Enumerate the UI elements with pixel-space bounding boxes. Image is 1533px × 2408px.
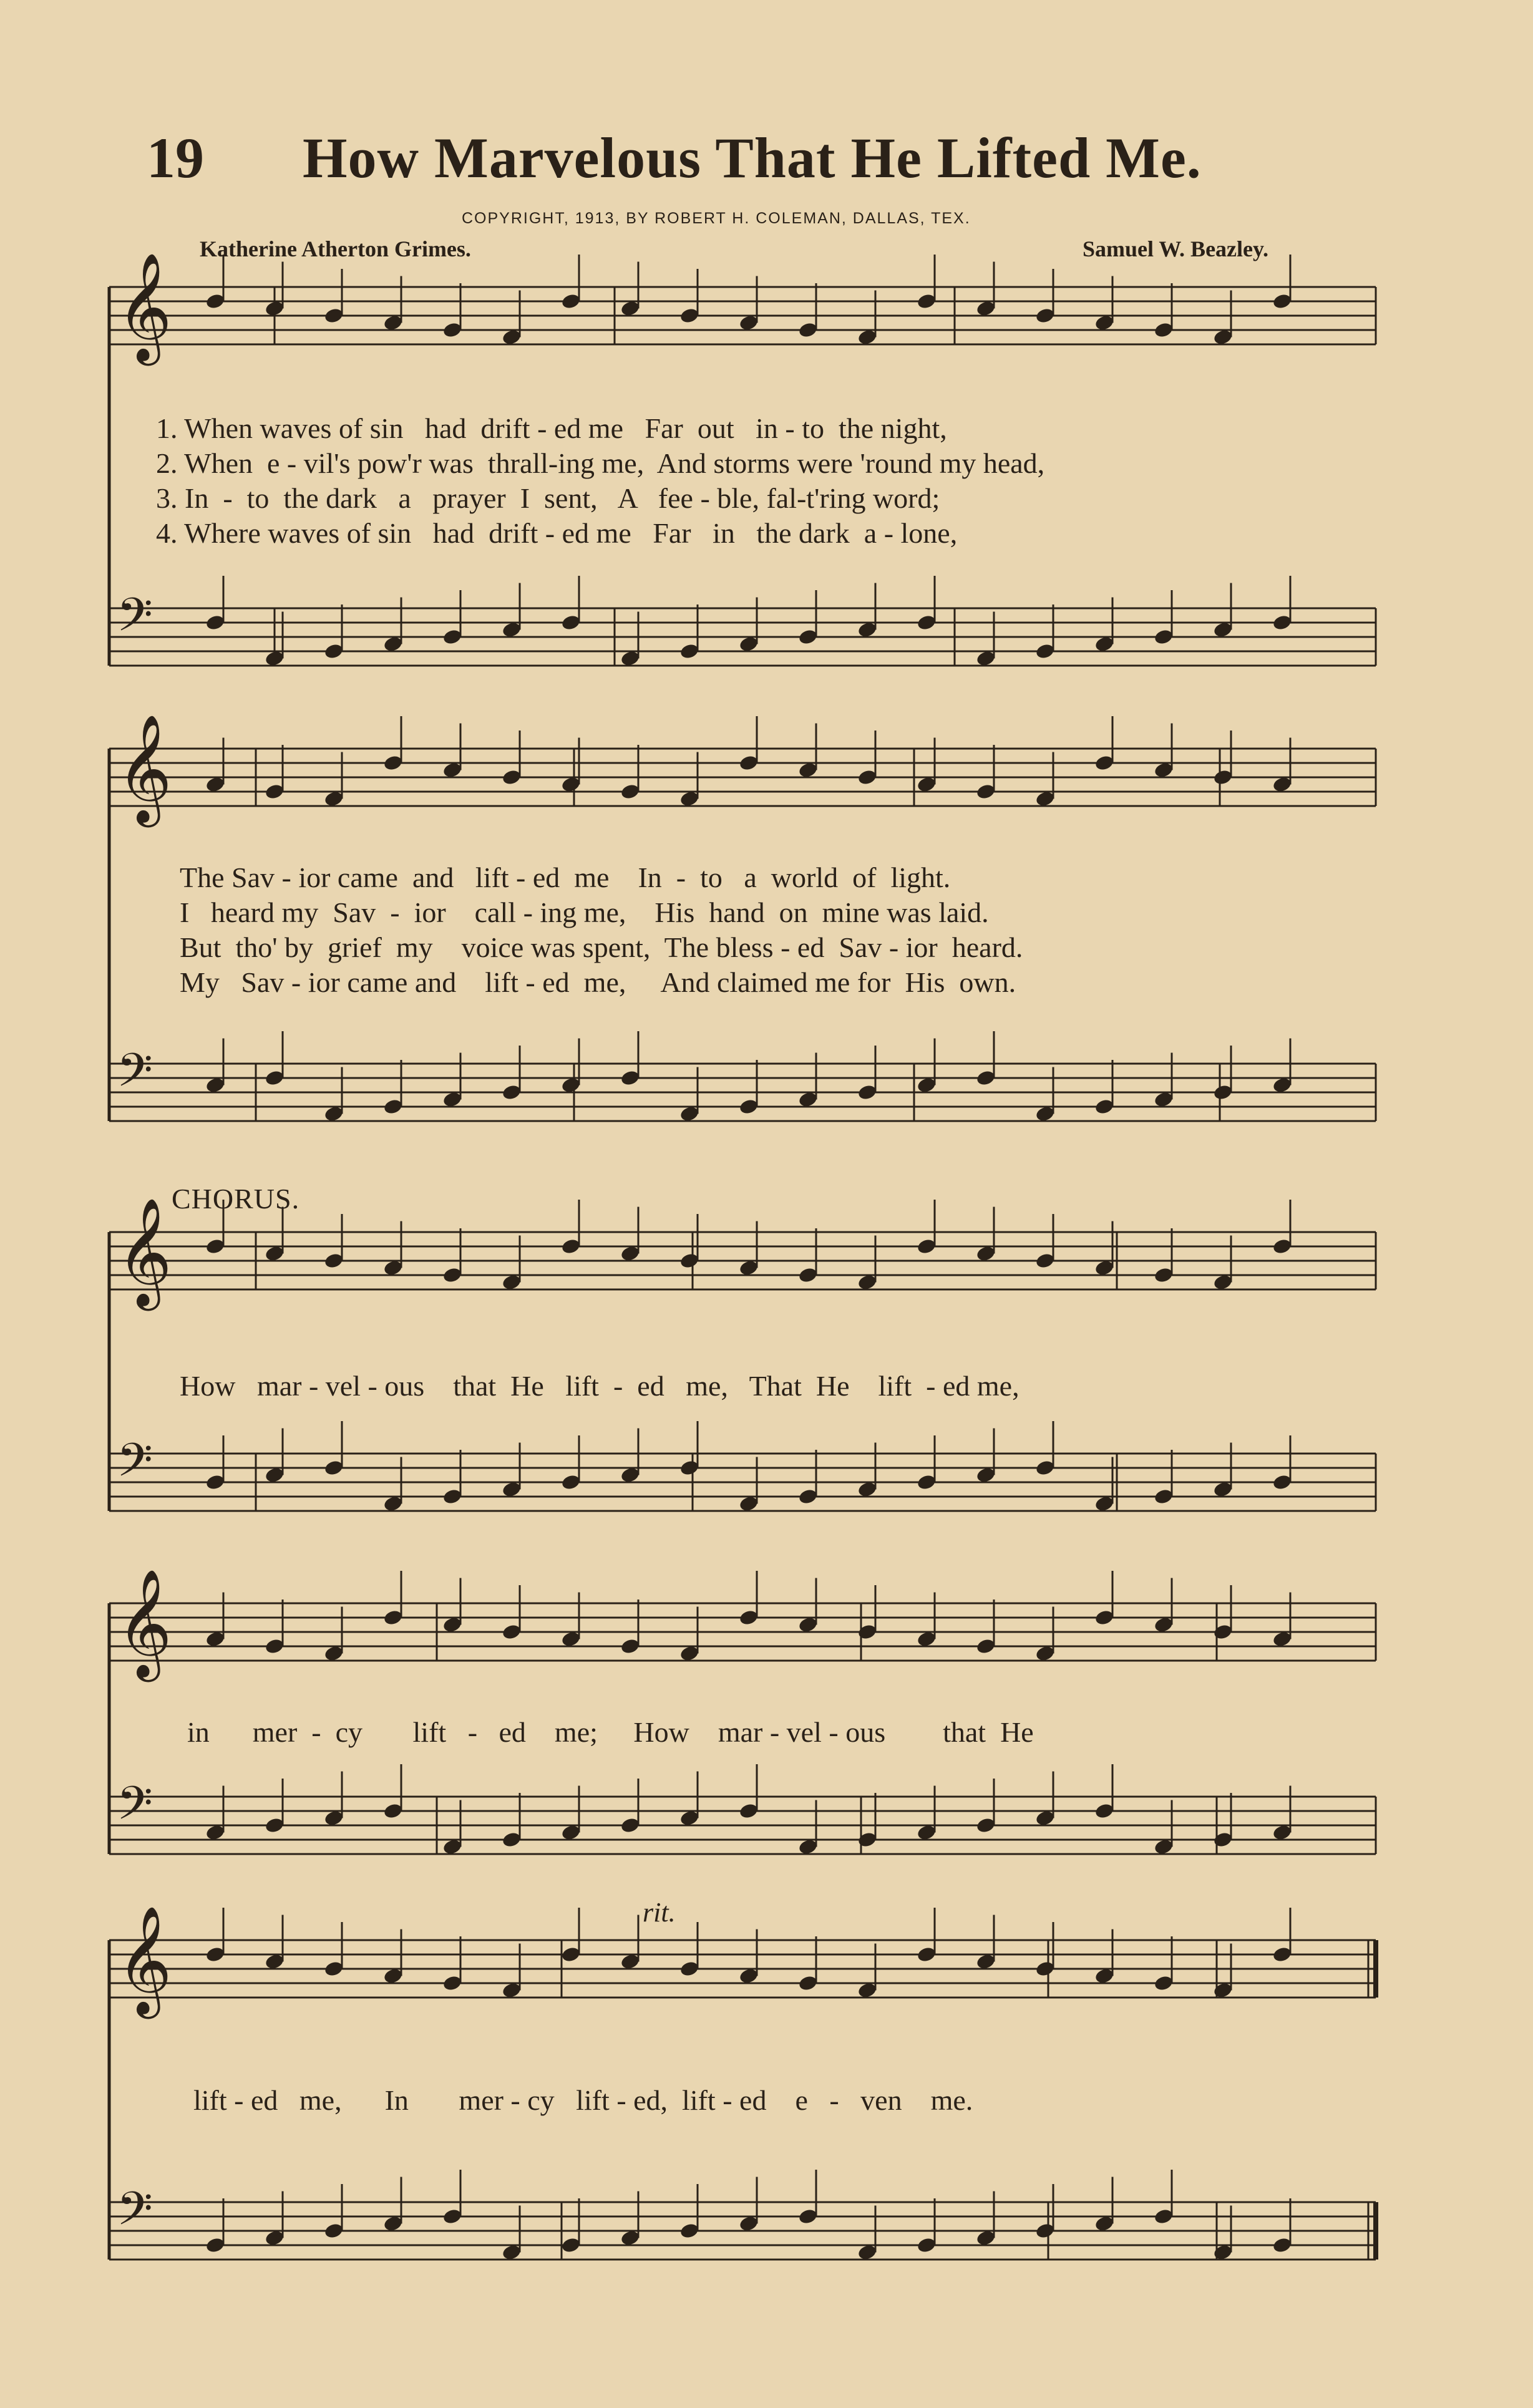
treble-clef: 𝄞 <box>117 714 172 823</box>
chorus-line-2: in mer - cy lift - ed me; How mar - vel - ous that He <box>187 1716 1034 1748</box>
verse-3-line-1: 3. In - to the dark a prayer I sent, A fee - ble, fal-t'ring word; <box>156 482 940 514</box>
treble-clef: 𝄞 <box>117 1197 172 1306</box>
treble-clef: 𝄞 <box>117 252 172 361</box>
chorus-label: CHORUS. <box>172 1183 300 1215</box>
composer-credit: Samuel W. Beazley. <box>1083 236 1269 261</box>
verse-4-line-2: My Sav - ior came and lift - ed me, And claimed me for His own. <box>180 966 1016 998</box>
verse-3-line-2: But tho' by grief my voice was spent, The bless - ed Sav - ior heard. <box>180 931 1023 963</box>
verse-2-line-2: I heard my Sav - ior call - ing me, His hand on mine was laid. <box>180 896 989 928</box>
verse-1-line-1: 1. When waves of sin had drift - ed me Far out in - to the night, <box>156 412 947 444</box>
treble-clef: 𝄞 <box>117 1905 172 2014</box>
hymn-title: How Marvelous That He Lifted Me. <box>303 126 1202 190</box>
verse-1-line-2: The Sav - ior came and lift - ed me In - to a world of light. <box>180 862 951 893</box>
bass-clef: 𝄢 <box>117 588 153 654</box>
bass-clef: 𝄢 <box>117 1776 153 1842</box>
tempo-marking: rit. <box>643 1897 676 1928</box>
copyright-notice: COPYRIGHT, 1913, BY ROBERT H. COLEMAN, DALLAS, TEX. <box>462 210 971 227</box>
chorus-line-3: lift - ed me, In mer - cy lift - ed, lift - ed e - ven me. <box>193 2084 973 2116</box>
bass-clef: 𝄢 <box>117 2182 153 2248</box>
author-credit: Katherine Atherton Grimes. <box>200 236 471 261</box>
chorus-line-1: How mar - vel - ous that He lift - ed me, That He lift - ed me, <box>180 1370 1020 1402</box>
bass-clef: 𝄢 <box>117 1043 153 1109</box>
treble-clef: 𝄞 <box>117 1568 172 1677</box>
bass-clef: 𝄢 <box>117 1433 153 1499</box>
verse-2-line-1: 2. When e - vil's pow'r was thrall-ing me, And storms were 'round my head, <box>156 447 1045 479</box>
verse-4-line-1: 4. Where waves of sin had drift - ed me Far in the dark a - lone, <box>156 517 958 549</box>
hymn-number: 19 <box>147 126 204 190</box>
